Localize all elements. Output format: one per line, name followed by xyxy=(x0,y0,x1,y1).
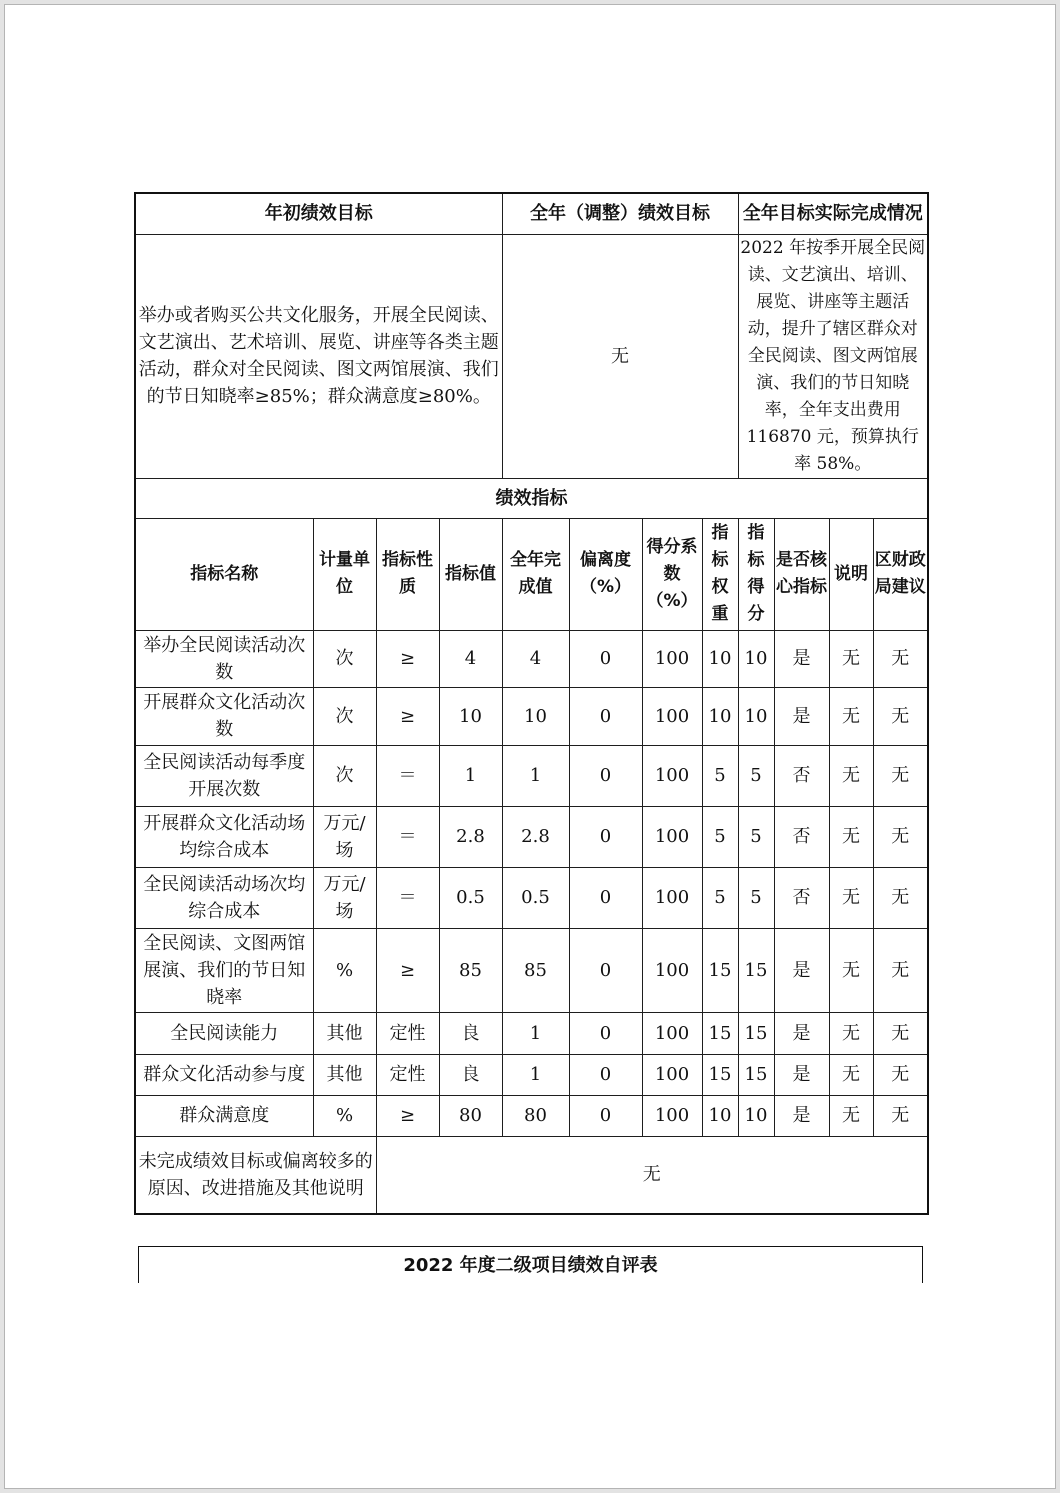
bureau-suggestion-cell: 无 xyxy=(873,745,928,806)
weight-cell: 10 xyxy=(702,1095,738,1136)
is-core-cell: 是 xyxy=(774,928,829,1012)
actual-value-cell: 1 xyxy=(502,1012,569,1054)
score-coefficient-cell: 100 xyxy=(642,928,702,1012)
goals-section xyxy=(135,193,928,630)
indicator-column-header-row xyxy=(135,518,928,630)
bureau-suggestion-cell: 无 xyxy=(873,928,928,1012)
unit-cell: 次 xyxy=(313,745,376,806)
unit-cell: 次 xyxy=(313,687,376,745)
indicator-name-cell: 全民阅读能力 xyxy=(135,1012,313,1054)
indicator-name-cell: 全民阅读、文图两馆展演、我们的节日知晓率 xyxy=(135,928,313,1012)
note-cell: 无 xyxy=(829,745,873,806)
remarks-value: 无 xyxy=(376,1136,928,1214)
column-header-score: 指标得分 xyxy=(738,518,774,630)
weight-cell: 10 xyxy=(702,630,738,687)
nature-cell: ≥ xyxy=(376,687,439,745)
bureau-suggestion-cell: 无 xyxy=(873,1012,928,1054)
note-cell: 无 xyxy=(829,1012,873,1054)
score-coefficient-cell: 100 xyxy=(642,1054,702,1095)
actual-value-cell: 4 xyxy=(502,630,569,687)
column-header-is-core: 是否核心指标 xyxy=(774,518,829,630)
weight-cell: 5 xyxy=(702,806,738,867)
note-cell: 无 xyxy=(829,867,873,928)
score-cell: 5 xyxy=(738,745,774,806)
actual-value-cell: 85 xyxy=(502,928,569,1012)
note-cell: 无 xyxy=(829,687,873,745)
target-value-cell: 10 xyxy=(439,687,502,745)
remarks-row xyxy=(135,1136,928,1214)
initial-goal-text: 举办或者购买公共文化服务，开展全民阅读、文艺演出、艺术培训、展览、讲座等各类主题活动，群众对全民阅读、图文两馆展演、我们的节日知晓率≥85%；群众满意度≥80%。 xyxy=(135,234,502,478)
performance-table xyxy=(134,192,929,1215)
indicator-row xyxy=(135,806,928,867)
unit-cell: 其他 xyxy=(313,1012,376,1054)
target-value-cell: 1 xyxy=(439,745,502,806)
is-core-cell: 是 xyxy=(774,1054,829,1095)
indicator-rows xyxy=(135,630,928,1136)
indicator-name-cell: 举办全民阅读活动次数 xyxy=(135,630,313,687)
next-table-title: 2022 年度二级项目绩效自评表 xyxy=(138,1246,923,1283)
indicator-row xyxy=(135,1012,928,1054)
column-header-weight: 指标权重 xyxy=(702,518,738,630)
deviation-cell: 0 xyxy=(569,630,642,687)
score-cell: 5 xyxy=(738,806,774,867)
nature-cell: ≥ xyxy=(376,928,439,1012)
indicator-row xyxy=(135,928,928,1012)
note-cell: 无 xyxy=(829,1054,873,1095)
indicator-row xyxy=(135,630,928,687)
unit-cell: 次 xyxy=(313,630,376,687)
actual-value-cell: 2.8 xyxy=(502,806,569,867)
indicator-name-cell: 全民阅读活动场次均综合成本 xyxy=(135,867,313,928)
nature-cell: ＝ xyxy=(376,867,439,928)
weight-cell: 10 xyxy=(702,687,738,745)
unit-cell: % xyxy=(313,928,376,1012)
deviation-cell: 0 xyxy=(569,687,642,745)
nature-cell: ≥ xyxy=(376,1095,439,1136)
nature-cell: 定性 xyxy=(376,1012,439,1054)
score-coefficient-cell: 100 xyxy=(642,1012,702,1054)
indicator-section-title: 绩效指标 xyxy=(135,478,928,518)
score-cell: 15 xyxy=(738,1012,774,1054)
score-coefficient-cell: 100 xyxy=(642,867,702,928)
actual-value-cell: 10 xyxy=(502,687,569,745)
actual-completion-header: 全年目标实际完成情况 xyxy=(738,193,928,234)
indicator-row xyxy=(135,745,928,806)
deviation-cell: 0 xyxy=(569,928,642,1012)
weight-cell: 5 xyxy=(702,867,738,928)
is-core-cell: 是 xyxy=(774,630,829,687)
column-header-nature: 指标性质 xyxy=(376,518,439,630)
deviation-cell: 0 xyxy=(569,1054,642,1095)
initial-goal-header: 年初绩效目标 xyxy=(135,193,502,234)
indicator-name-cell: 开展群众文化活动次数 xyxy=(135,687,313,745)
weight-cell: 15 xyxy=(702,928,738,1012)
target-value-cell: 0.5 xyxy=(439,867,502,928)
score-coefficient-cell: 100 xyxy=(642,630,702,687)
actual-value-cell: 0.5 xyxy=(502,867,569,928)
adjusted-goal-header: 全年（调整）绩效目标 xyxy=(502,193,738,234)
unit-cell: % xyxy=(313,1095,376,1136)
actual-value-cell: 80 xyxy=(502,1095,569,1136)
is-core-cell: 是 xyxy=(774,1095,829,1136)
weight-cell: 15 xyxy=(702,1012,738,1054)
unit-cell: 其他 xyxy=(313,1054,376,1095)
is-core-cell: 是 xyxy=(774,1012,829,1054)
weight-cell: 5 xyxy=(702,745,738,806)
column-header-unit: 计量单位 xyxy=(313,518,376,630)
adjusted-goal-text: 无 xyxy=(502,234,738,478)
score-coefficient-cell: 100 xyxy=(642,745,702,806)
document-page xyxy=(4,4,1056,1489)
column-header-indicator-name: 指标名称 xyxy=(135,518,313,630)
indicator-name-cell: 群众文化活动参与度 xyxy=(135,1054,313,1095)
deviation-cell: 0 xyxy=(569,806,642,867)
target-value-cell: 80 xyxy=(439,1095,502,1136)
indicator-name-cell: 开展群众文化活动场均综合成本 xyxy=(135,806,313,867)
target-value-cell: 85 xyxy=(439,928,502,1012)
score-coefficient-cell: 100 xyxy=(642,1095,702,1136)
target-value-cell: 4 xyxy=(439,630,502,687)
score-cell: 10 xyxy=(738,687,774,745)
actual-value-cell: 1 xyxy=(502,745,569,806)
target-value-cell: 良 xyxy=(439,1012,502,1054)
unit-cell: 万元/场 xyxy=(313,867,376,928)
note-cell: 无 xyxy=(829,928,873,1012)
indicator-row xyxy=(135,687,928,745)
is-core-cell: 是 xyxy=(774,687,829,745)
nature-cell: ＝ xyxy=(376,745,439,806)
column-header-note: 说明 xyxy=(829,518,873,630)
target-value-cell: 良 xyxy=(439,1054,502,1095)
score-cell: 5 xyxy=(738,867,774,928)
is-core-cell: 否 xyxy=(774,867,829,928)
column-header-score-coefficient: 得分系数（%） xyxy=(642,518,702,630)
remarks-label: 未完成绩效目标或偏离较多的原因、改进措施及其他说明 xyxy=(135,1136,376,1214)
score-cell: 10 xyxy=(738,630,774,687)
deviation-cell: 0 xyxy=(569,1095,642,1136)
deviation-cell: 0 xyxy=(569,745,642,806)
column-header-bureau-suggestion: 区财政局建议 xyxy=(873,518,928,630)
actual-completion-text: 2022 年按季开展全民阅读、文艺演出、培训、展览、讲座等主题活动，提升了辖区群众对全民阅读、图文两馆展演、我们的节日知晓率，全年支出费用 116870 元，预算执行率 58%。 xyxy=(738,234,928,478)
column-header-deviation: 偏离度（%） xyxy=(569,518,642,630)
bureau-suggestion-cell: 无 xyxy=(873,630,928,687)
note-cell: 无 xyxy=(829,1095,873,1136)
bureau-suggestion-cell: 无 xyxy=(873,806,928,867)
unit-cell: 万元/场 xyxy=(313,806,376,867)
column-header-actual-value: 全年完成值 xyxy=(502,518,569,630)
remarks-section xyxy=(135,1136,928,1214)
indicator-row xyxy=(135,1095,928,1136)
indicator-name-cell: 全民阅读活动每季度开展次数 xyxy=(135,745,313,806)
weight-cell: 15 xyxy=(702,1054,738,1095)
bureau-suggestion-cell: 无 xyxy=(873,687,928,745)
note-cell: 无 xyxy=(829,630,873,687)
goals-header-row xyxy=(135,193,928,234)
indicator-section-title-row xyxy=(135,478,928,518)
score-cell: 10 xyxy=(738,1095,774,1136)
nature-cell: ＝ xyxy=(376,806,439,867)
deviation-cell: 0 xyxy=(569,867,642,928)
note-cell: 无 xyxy=(829,806,873,867)
score-coefficient-cell: 100 xyxy=(642,687,702,745)
score-cell: 15 xyxy=(738,928,774,1012)
indicator-row xyxy=(135,867,928,928)
column-header-target-value: 指标值 xyxy=(439,518,502,630)
bureau-suggestion-cell: 无 xyxy=(873,867,928,928)
bureau-suggestion-cell: 无 xyxy=(873,1095,928,1136)
is-core-cell: 否 xyxy=(774,745,829,806)
deviation-cell: 0 xyxy=(569,1012,642,1054)
actual-value-cell: 1 xyxy=(502,1054,569,1095)
score-coefficient-cell: 100 xyxy=(642,806,702,867)
score-cell: 15 xyxy=(738,1054,774,1095)
is-core-cell: 否 xyxy=(774,806,829,867)
bureau-suggestion-cell: 无 xyxy=(873,1054,928,1095)
indicator-name-cell: 群众满意度 xyxy=(135,1095,313,1136)
nature-cell: ≥ xyxy=(376,630,439,687)
target-value-cell: 2.8 xyxy=(439,806,502,867)
nature-cell: 定性 xyxy=(376,1054,439,1095)
goals-content-row xyxy=(135,234,928,478)
indicator-row xyxy=(135,1054,928,1095)
